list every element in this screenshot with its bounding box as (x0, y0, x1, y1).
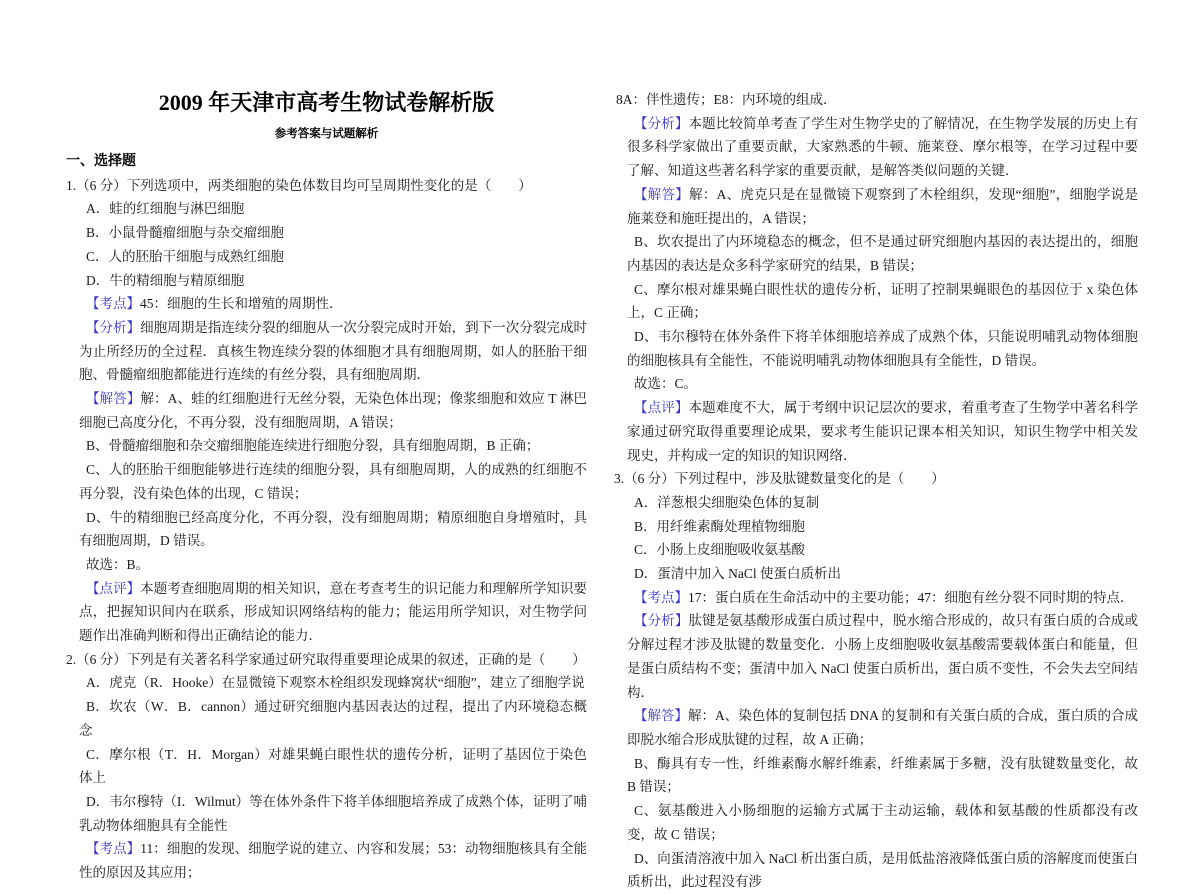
page-subtitle: 参考答案与试题解析 (274, 128, 379, 140)
tag-label: 【考点】 (86, 296, 140, 312)
question-stem: 1.（6 分）下列选项中，两类细胞的染色体数目均可呈周期性变化的是（ ） (66, 177, 532, 193)
tag-label: 【分析】 (86, 319, 141, 335)
tag-paragraph: 【考点】45：细胞的生长和增殖的周期性． (86, 296, 343, 312)
tag-label: 【考点】 (634, 589, 688, 605)
tag-paragraph: 【考点】17：蛋白质在生命活动中的主要功能；47：细胞有丝分裂不同时期的特点． (634, 589, 1134, 605)
answer-paragraph: D、牛的精细胞已经高度分化，不再分裂，没有细胞周期；精原细胞自身增殖时，具有细胞周期，D 错误。 (79, 509, 587, 549)
question-stem: 2.（6 分）下列是有关著名科学家通过研究取得重要理论成果的叙述，正确的是（ ） (66, 651, 586, 667)
tag-paragraph: 【解答】解：A、蛙的红细胞进行无丝分裂，无染色体出现；像浆细胞和效应 T 淋巴细胞已高度分化，不再分裂，没有细胞周期，A 错误； (79, 391, 587, 430)
tag-label: 【点评】 (634, 400, 689, 416)
answer-paragraph: C、摩尔根对雄果蝇白眼性状的遗传分析，证明了控制果蝇眼色的基因位于 x 染色体上，C 正确； (627, 281, 1138, 321)
tag-label: 【考点】 (86, 841, 141, 857)
question-stem: 3.（6 分）下列过程中，涉及肽键数量变化的是（ ） (614, 471, 945, 487)
tag-label: 【解答】 (86, 391, 141, 407)
answer-option: D．蛋清中加入 NaCl 使蛋白质析出 (634, 566, 841, 582)
answer-paragraph: 故选：C。 (634, 376, 698, 392)
answer-option: D．韦尔穆特（I．Wilmut）等在体外条件下将羊体细胞培养成了成熟个体，证明了哺乳动物体细胞具有全能性 (79, 793, 587, 833)
page-title: 2009 年天津市高考生物试卷解析版 (158, 90, 495, 115)
answer-option: B．用纤维素酶处理植物细胞 (634, 518, 806, 534)
right-column (614, 0, 1138, 894)
left-column (66, 0, 587, 885)
tag-paragraph: 【分析】本题比较简单考查了学生对生物学史的了解情况，在生物学发展的历史上有很多科学家做出了重要贡献，大家熟悉的牛顿、施莱登、摩尔根等，在学习过程中要了解、知道这些著名科学家的重要贡献，是解答类似问题的关键． (627, 115, 1138, 179)
answer-paragraph: 故选：B。 (86, 556, 150, 572)
tag-label: 【点评】 (86, 580, 141, 596)
tag-label: 【分析】 (634, 115, 689, 131)
answer-paragraph: B、酶具有专一性，纤维素酶水解纤维素，纤维素属于多糖，没有肽键数量变化，故 B 错误； (627, 755, 1138, 795)
answer-paragraph: C、氨基酸进入小肠细胞的运输方式属于主动运输，载体和氨基酸的性质都没有改变，故 C 错误； (627, 803, 1138, 842)
tag-label: 【解答】 (634, 186, 690, 202)
answer-option: C．摩尔根（T．H．Morgan）对雄果蝇白眼性状的遗传分析，证明了基因位于染色体上 (79, 746, 587, 786)
answer-option: A．洋葱根尖细胞染色体的复制 (634, 494, 820, 510)
answer-option: D．牛的精细胞与精原细胞 (86, 272, 245, 288)
tag-paragraph: 【解答】解：A、染色体的复制包括 DNA 的复制和有关蛋白质的合成，蛋白质的合成即脱水缩合形成肽键的过程，故 A 正确； (627, 708, 1139, 747)
section-heading: 一、选择题 (66, 154, 136, 169)
answer-paragraph: B、坎农提出了内环境稳态的概念，但不是通过研究细胞内基因的表达提出的，细胞内基因的表达是众多科学家研究的结果，B 错误； (627, 234, 1138, 273)
tag-paragraph: 【分析】细胞周期是指连续分裂的细胞从一次分裂完成时开始，到下一次分裂完成时为止所经历的全过程．真核生物连续分裂的体细胞才具有细胞周期，如人的胚胎干细胞、骨髓瘤细胞都能进行连续的有丝分裂，具有细胞周期． (79, 319, 588, 383)
answer-option: C．小肠上皮细胞吸收氨基酸 (634, 542, 806, 558)
continuation-paragraph: 8A：伴性遗传；E8：内环境的组成． (616, 92, 837, 107)
answer-option: B．坎农（W．B．cannon）通过研究细胞内基因表达的过程，提出了内环境稳态概念 (79, 699, 587, 738)
answer-paragraph: D、韦尔穆特在体外条件下将羊体细胞培养成了成熟个体，只能说明哺乳动物体细胞的细胞核具有全能性，不能说明哺乳动物体细胞具有全能性，D 错误。 (627, 329, 1138, 368)
tag-paragraph: 【分析】肽键是氨基酸形成蛋白质过程中，脱水缩合形成的，故只有蛋白质的合成或分解过程才涉及肽键的数量变化．小肠上皮细胞吸收氨基酸需要载体蛋白和能量，但是蛋白质结构不变；蛋清中加入 NaCl 使蛋白质析出，蛋白质不变性，不会失去空间结构． (627, 613, 1138, 700)
answer-option: C．人的胚胎干细胞与成熟红细胞 (86, 248, 285, 264)
answer-paragraph: B、骨髓瘤细胞和杂交瘤细胞能连续进行细胞分裂，具有细胞周期，B 正确； (86, 438, 540, 454)
tag-paragraph: 【考点】11：细胞的发现、细胞学说的建立、内容和发展；53：动物细胞核具有全能性的原因及其应用； (79, 841, 588, 881)
answer-paragraph: C、人的胚胎干细胞能够进行连续的细胞分裂，具有细胞周期，人的成熟的红细胞不再分裂，没有染色体的出现，C 错误； (79, 462, 587, 501)
tag-label: 【解答】 (634, 708, 688, 724)
answer-option: B．小鼠骨髓瘤细胞与杂交瘤细胞 (86, 225, 285, 241)
tag-label: 【分析】 (634, 613, 689, 629)
answer-option: A．蛙的红细胞与淋巴细胞 (86, 201, 245, 217)
answer-paragraph: D、向蛋清溶液中加入 NaCl 析出蛋白质，是用低盐溶液降低蛋白质的溶解度而使蛋白质析出，此过程没有涉 (627, 850, 1138, 890)
tag-paragraph: 【解答】解：A、虎克只是在显微镜下观察到了木栓组织，发现“细胞”，细胞学说是施莱登和施旺提出的，A 错误； (627, 186, 1139, 226)
tag-paragraph: 【点评】本题难度不大，属于考纲中识记层次的要求，着重考查了生物学中著名科学家通过研究取得重要理论成果，要求考生能识记课本相关知识，知识生物学中相关发现史，并构成一定的知识的知识网络． (627, 400, 1138, 463)
tag-paragraph: 【点评】本题考查细胞周期的相关知识，意在考查考生的识记能力和理解所学知识要点，把握知识间内在联系，形成知识网络结构的能力；能运用所学知识，对生物学问题作出准确判断和得出正确结论的能力． (79, 580, 588, 644)
answer-option: A．虎克（R．Hooke）在显微镜下观察木栓组织发现蜂窝状“细胞”，建立了细胞学说 (86, 675, 585, 691)
